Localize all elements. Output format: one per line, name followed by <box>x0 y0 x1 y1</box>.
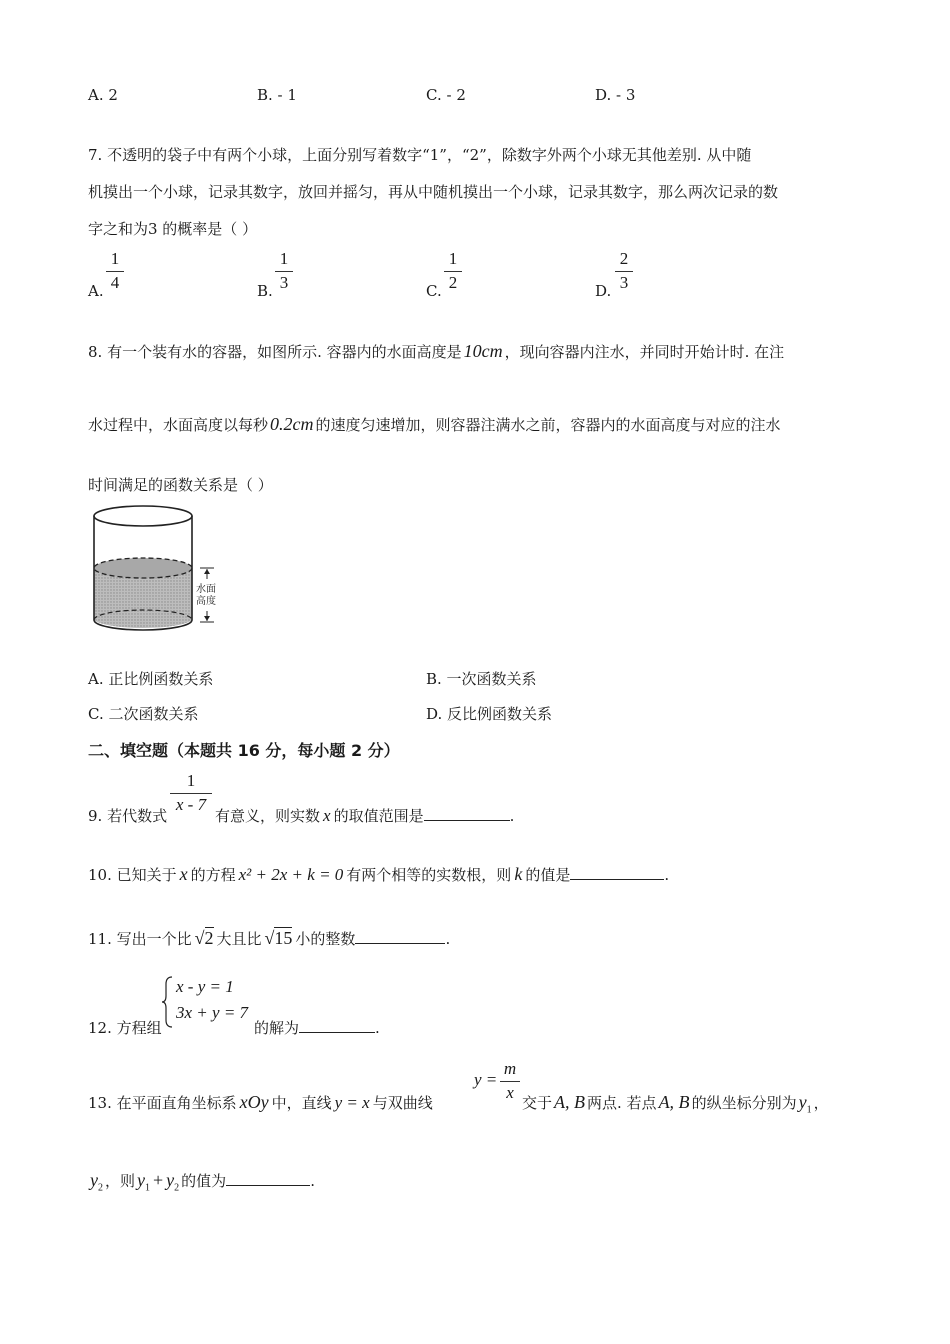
q9-fraction <box>170 772 212 814</box>
q7-option-b-letter: B. <box>257 282 273 300</box>
q9-mid: 有意义，则实数 <box>215 807 321 825</box>
left-brace <box>160 974 174 1030</box>
q13-hyperbola-lhs: y = <box>474 1070 498 1089</box>
fraction-numerator: m <box>503 1059 517 1078</box>
q8-rate-value: 0.2cm <box>270 414 314 434</box>
q10-answer-blank[interactable] <box>570 865 664 880</box>
q11-sqrt15: √15 <box>264 928 293 948</box>
subscript-2: 2 <box>98 1182 103 1194</box>
water-height-label-line2: 高度 <box>196 596 216 607</box>
q7-option-c-fraction <box>444 250 462 292</box>
q12-equation-1: x - y = 1 <box>176 977 234 996</box>
q9-prefix: 9. 若代数式 <box>88 807 168 825</box>
fraction-denominator: 2 <box>448 273 458 292</box>
plus-sign: + <box>153 1170 164 1190</box>
q11-text: 11. 写出一个比 √2 大且比 √15 小的整数 . <box>88 928 451 948</box>
fraction-bar <box>444 271 462 272</box>
container-figure <box>86 502 236 642</box>
q12-equation-2: 3x + y = 7 <box>176 1003 249 1022</box>
cylinder-illustration <box>86 502 236 642</box>
water-height-label <box>196 584 216 608</box>
q10-mid: 的方程 <box>190 866 236 884</box>
q13-points-ab-2: A, B <box>658 1092 690 1112</box>
q13-sum-y1: y <box>137 1170 146 1190</box>
q6-option-d: D. - 3 <box>595 86 636 104</box>
q13-line1-right: 交于 A, B 两点. 若点 A, B 的纵坐标分别为 $y_1$ ， <box>522 1092 829 1116</box>
q12-suffix-line: 的解为 . <box>254 1019 380 1037</box>
fraction-numerator: 1 <box>448 249 458 268</box>
q13-y1 <box>798 1092 812 1116</box>
q7-option-d-fraction <box>615 250 633 292</box>
q13-prefix: 13. 在平面直角坐标系 <box>88 1094 237 1112</box>
fraction-denominator: x - 7 <box>175 795 207 814</box>
q10-variable-k: k <box>514 864 523 884</box>
q10-variable-x: x <box>179 864 188 884</box>
fraction-numerator: 1 <box>110 249 120 268</box>
q12-suffix: 的解为 <box>254 1019 300 1037</box>
fraction-bar <box>275 271 293 272</box>
q8-line1-text-b: ，现向容器内注水，并同时开始计时. 在注 <box>504 343 785 361</box>
subscript-1: 1 <box>806 1104 812 1116</box>
q10-prefix: 10. 已知关于 <box>88 866 177 884</box>
fraction-numerator: 1 <box>186 771 196 790</box>
q10-equation: x² + 2x + k = 0 <box>238 865 344 884</box>
q12-equation-system <box>160 974 255 1030</box>
q13-t2: 与双曲线 <box>372 1094 433 1112</box>
q9-suffix: 的取值范围是 <box>333 807 424 825</box>
fraction-bar <box>170 793 212 794</box>
subscript-1: 1 <box>145 1182 151 1194</box>
q9-text: 有意义，则实数 x 的取值范围是 . <box>215 806 515 825</box>
q13-t4: 两点. 若点 <box>587 1094 657 1112</box>
q8-option-d: D. 反比例函数关系 <box>426 705 553 723</box>
q8-line2-text-b: 的速度匀速增加，则容器注满水之前，容器内的水面高度与对应的注水 <box>315 416 781 434</box>
q6-option-a: A. 2 <box>88 86 118 104</box>
q10-suffix: 的值是 <box>525 866 571 884</box>
q7-line3: 字之和为3 的概率是（ ） <box>88 220 258 238</box>
q13-hyperbola-fraction <box>500 1060 520 1102</box>
q13-y2 <box>90 1170 103 1194</box>
q7-option-c-letter: C. <box>426 282 442 300</box>
q13-xoy: xOy <box>239 1092 269 1112</box>
q8-line1 <box>88 341 784 362</box>
q8-line3: 时间满足的函数关系是（ ） <box>88 476 273 494</box>
subscript-2: 2 <box>174 1182 180 1194</box>
fraction-denominator: 3 <box>279 273 289 292</box>
q10-mid2: 有两个相等的实数根，则 <box>346 866 512 884</box>
q9-variable: x <box>323 806 331 825</box>
water-height-label-line1: 水面 <box>196 584 216 595</box>
q13-t1: 中，直线 <box>271 1094 332 1112</box>
q8-line1-text-a: 8. 有一个装有水的容器，如图所示. 容器内的水面高度是 <box>88 343 462 361</box>
q13-t5: 的纵坐标分别为 <box>691 1094 797 1112</box>
q11-radicand-2: 2 <box>204 928 214 948</box>
q7-option-b-fraction <box>275 250 293 292</box>
q7-line2: 机摸出一个小球，记录其数字，放回并摇匀，再从中随机摸出一个小球，记录其数字，那么两次记录的数 <box>88 183 779 201</box>
q7-option-a-letter: A. <box>88 282 104 300</box>
q13-line2: $y_2$ ，则 $y_1 + y_2$ 的值为 . <box>90 1170 315 1194</box>
q8-line2 <box>88 414 781 435</box>
q11-sqrt2: √2 <box>194 928 214 948</box>
q6-option-c: C. - 2 <box>426 86 466 104</box>
fraction-bar <box>615 271 633 272</box>
section-heading: 二、填空题（本题共 16 分，每小题 2 分） <box>88 741 400 760</box>
q13-t3: 交于 <box>522 1094 553 1112</box>
q10-text: 10. 已知关于 x 的方程 x² + 2x + k = 0 有两个相等的实数根，则 k 的值是 . <box>88 864 670 884</box>
q6-option-b: B. - 1 <box>257 86 297 104</box>
q13-line1-left <box>88 1092 433 1113</box>
q13-t7: 的值为 <box>181 1172 227 1190</box>
q8-height-value: 10cm <box>463 341 503 361</box>
q13-t6: ，则 <box>105 1172 136 1190</box>
q7-line1: 7. 不透明的袋子中有两个小球，上面分别写着数字“1”，“2”，除数字外两个小球无其他差别. 从中随 <box>88 146 752 164</box>
q7-option-d-letter: D. <box>595 282 612 300</box>
fraction-denominator: 3 <box>619 273 629 292</box>
q7-option-a-fraction <box>106 250 124 292</box>
q13-answer-blank[interactable] <box>226 1171 310 1186</box>
q13-line-equation: y = x <box>334 1093 370 1112</box>
q11-mid: 大且比 <box>216 930 262 948</box>
q11-answer-blank[interactable] <box>355 929 445 944</box>
q9-answer-blank[interactable] <box>424 806 510 821</box>
q8-option-b: B. 一次函数关系 <box>426 670 537 688</box>
q12-prefix: 12. 方程组 <box>88 1019 162 1037</box>
q13-y1-symbol: y <box>798 1092 807 1112</box>
q13-y2-symbol: y <box>90 1170 98 1190</box>
fraction-denominator: 4 <box>110 273 120 292</box>
q8-option-c: C. 二次函数关系 <box>88 705 199 723</box>
q12-answer-blank[interactable] <box>299 1018 375 1033</box>
q11-prefix: 11. 写出一个比 <box>88 930 192 948</box>
q13-sum-y2: y <box>166 1170 175 1190</box>
fraction-numerator: 2 <box>619 249 629 268</box>
q11-suffix: 小的整数 <box>295 930 356 948</box>
q13-sum <box>137 1170 180 1194</box>
fraction-denominator: x <box>506 1083 514 1102</box>
q11-radicand-15: 15 <box>274 928 293 948</box>
q8-option-a: A. 正比例函数关系 <box>88 670 214 688</box>
fraction-bar <box>500 1081 520 1082</box>
fraction-bar <box>106 271 124 272</box>
q13-points-ab: A, B <box>554 1092 586 1112</box>
q8-line2-text-a: 水过程中，水面高度以每秒 <box>88 416 269 434</box>
fraction-numerator: 1 <box>279 249 289 268</box>
